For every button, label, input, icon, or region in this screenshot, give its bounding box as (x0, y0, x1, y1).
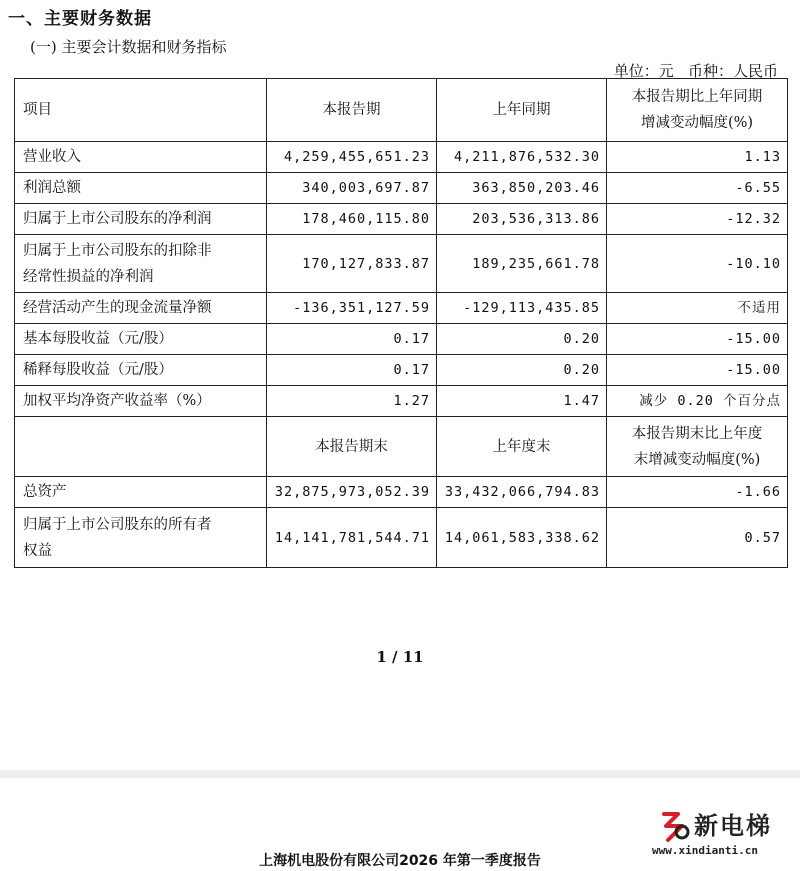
row-label-line1: 归属于上市公司股东的扣除非 (23, 242, 212, 259)
table-row (15, 235, 788, 293)
row-label: 利润总额 (15, 173, 267, 204)
row-label: 营业收入 (15, 142, 267, 173)
row-label: 稀释每股收益（元/股） (15, 355, 267, 386)
row-label-line2: 权益 (23, 542, 52, 559)
elevator-logo-icon (658, 810, 692, 846)
cell-change: -15.00 (607, 324, 788, 355)
cell-prior: -129,113,435.85 (437, 293, 607, 324)
section-title: 一、主要财务数据 (8, 9, 152, 29)
cell-prior: 0.20 (437, 324, 607, 355)
table-row (15, 324, 788, 355)
table-header-row (15, 79, 788, 142)
header-current-period: 本报告期 (267, 79, 437, 142)
header-change (607, 79, 788, 142)
watermark-url: www.xindianti.cn (652, 844, 758, 857)
header-change-2 (607, 417, 788, 477)
cell-change: -15.00 (607, 355, 788, 386)
cell-prior: 1.47 (437, 386, 607, 417)
page-separator (0, 770, 800, 778)
row-label-line1: 归属于上市公司股东的所有者 (23, 516, 212, 533)
table-row (15, 293, 788, 324)
cell-current: 0.17 (267, 355, 437, 386)
header-prior-period: 上年同期 (437, 79, 607, 142)
table-row (15, 477, 788, 508)
cell-current: 14,141,781,544.71 (267, 508, 437, 568)
page-number: 1 / 11 (376, 648, 424, 666)
cell-current: 4,259,455,651.23 (267, 142, 437, 173)
cell-prior: 14,061,583,338.62 (437, 508, 607, 568)
cell-prior: 189,235,661.78 (437, 235, 607, 293)
row-label: 总资产 (15, 477, 267, 508)
table-header-row-2 (15, 417, 788, 477)
cell-change: 减少 0.20 个百分点 (607, 386, 788, 417)
cell-prior: 363,850,203.46 (437, 173, 607, 204)
header-change2-line1: 本报告期末比上年度 (631, 425, 763, 442)
cell-change: 1.13 (607, 142, 788, 173)
cell-current: 340,003,697.87 (267, 173, 437, 204)
cell-current: 170,127,833.87 (267, 235, 437, 293)
row-label: 归属于上市公司股东的净利润 (15, 204, 267, 235)
cell-change: -1.66 (607, 477, 788, 508)
financial-data-table (14, 78, 788, 568)
header-period-end: 本报告期末 (267, 417, 437, 477)
table-row (15, 355, 788, 386)
table-row (15, 386, 788, 417)
cell-change: -6.55 (607, 173, 788, 204)
header2-empty (15, 417, 267, 477)
footer-title: 上海机电股份有限公司2026 年第一季度报告 (259, 853, 541, 869)
cell-change: 不适用 (607, 293, 788, 324)
table-row (15, 204, 788, 235)
row-label (15, 235, 267, 293)
cell-current: 178,460,115.80 (267, 204, 437, 235)
row-label: 基本每股收益（元/股） (15, 324, 267, 355)
cell-current: 0.17 (267, 324, 437, 355)
cell-prior: 0.20 (437, 355, 607, 386)
watermark-brand: 新电梯 (694, 812, 772, 840)
table-row (15, 508, 788, 568)
header-prior-year-end: 上年度末 (437, 417, 607, 477)
cell-prior: 33,432,066,794.83 (437, 477, 607, 508)
unit-currency-line: 单位：元 币种：人民币 (613, 62, 778, 80)
table-row (15, 142, 788, 173)
cell-current: -136,351,127.59 (267, 293, 437, 324)
header-item: 项目 (15, 79, 267, 142)
cell-change: -10.10 (607, 235, 788, 293)
cell-current: 32,875,973,052.39 (267, 477, 437, 508)
header-change-line1: 本报告期比上年同期 (631, 89, 763, 105)
row-label: 经营活动产生的现金流量净额 (15, 293, 267, 324)
cell-change: 0.57 (607, 508, 788, 568)
cell-current: 1.27 (267, 386, 437, 417)
row-label-line2: 经常性损益的净利润 (23, 268, 154, 285)
row-label: 加权平均净资产收益率（%） (15, 386, 267, 417)
header-change-line2: 增减变动幅度(%) (640, 115, 754, 131)
cell-prior: 4,211,876,532.30 (437, 142, 607, 173)
subsection-title: (一) 主要会计数据和财务指标 (30, 38, 227, 56)
header-change2-line2: 末增减变动幅度(%) (633, 451, 761, 468)
row-label (15, 508, 267, 568)
table-row (15, 173, 788, 204)
cell-prior: 203,536,313.86 (437, 204, 607, 235)
cell-change: -12.32 (607, 204, 788, 235)
